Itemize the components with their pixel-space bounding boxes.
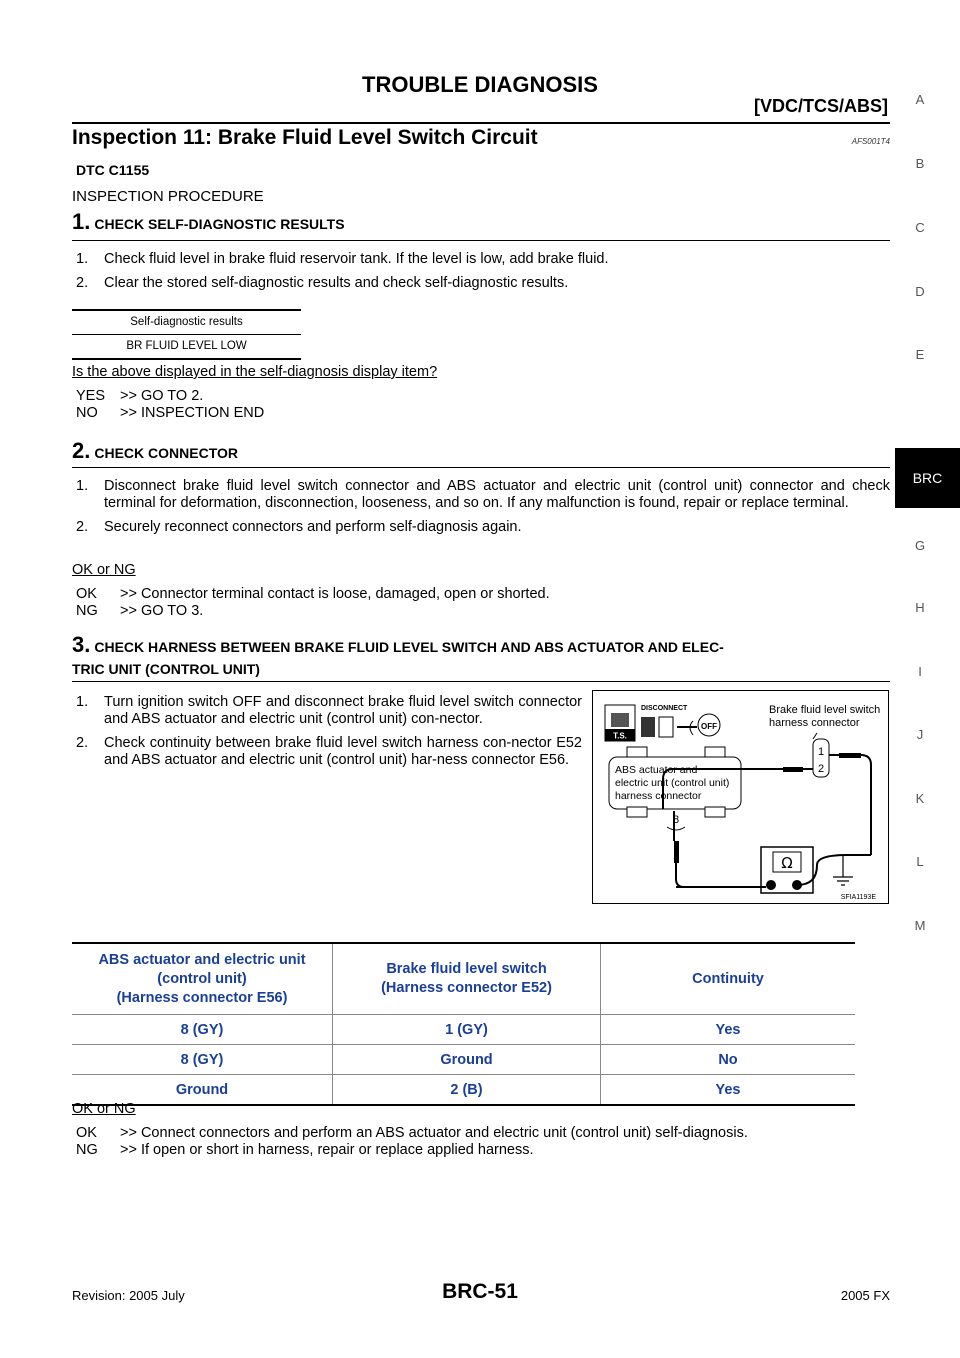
side-index-l[interactable]: L — [916, 854, 924, 869]
answer-yes: YES >> GO TO 2. — [76, 388, 204, 404]
step3-number: 3. — [72, 632, 91, 657]
step3-rule — [72, 681, 890, 682]
side-index-i[interactable]: I — [918, 664, 922, 679]
step2-question: OK or NG — [72, 562, 136, 578]
probe-pin-8 — [674, 841, 679, 863]
step3-title-line1: CHECK HARNESS BETWEEN BRAKE FLUID LEVEL SWITCH AND ABS ACTUATOR AND ELEC- — [94, 639, 724, 655]
step2-number: 2. — [72, 438, 91, 463]
ground-symbol — [833, 855, 853, 885]
side-index-a[interactable]: A — [915, 92, 925, 107]
answer-ok: OK >> Connect connectors and perform an ABS actuator and electric unit (control unit) self-diagnosis. — [76, 1125, 748, 1141]
svg-text:2: 2 — [817, 763, 825, 775]
switch-label-2: harness connector — [769, 717, 860, 729]
step2-rule — [72, 467, 890, 468]
step3-list — [72, 694, 582, 776]
step2-title: CHECK CONNECTOR — [94, 445, 238, 461]
footer-model: 2005 FX — [840, 1288, 890, 1303]
disconnect-icon — [605, 705, 697, 741]
svg-text:ABS actuator and: ABS actuator and — [615, 764, 698, 776]
step1-title: CHECK SELF-DIAGNOSTIC RESULTS — [94, 216, 345, 232]
self-diagnostic-table — [72, 309, 301, 360]
step1-number: 1. — [72, 209, 91, 234]
ignition-off-icon — [690, 714, 720, 736]
list-item: 2. Securely reconnect connectors and perform self-diagnosis again. — [76, 519, 522, 535]
svg-text:DISCONNECT: DISCONNECT — [641, 705, 688, 712]
svg-text:Ω: Ω — [781, 854, 793, 872]
footer-revision: Revision: 2005 July — [72, 1288, 185, 1303]
self-diagnostic-header: Self-diagnostic results — [72, 309, 301, 334]
side-index-k[interactable]: K — [915, 791, 925, 806]
step1-heading — [72, 209, 345, 235]
list-item: 1. Turn ignition switch OFF and disconnect brake fluid level switch connector and ABS actuator and electric unit (control unit) con-nector. — [76, 694, 582, 727]
dtc-code: DTC C1155 — [76, 162, 150, 178]
step1-question: Is the above displayed in the self-diagnosis display item? — [72, 364, 438, 380]
table-row: 8 (GY) 1 (GY) Yes — [72, 1015, 855, 1045]
answer-ng: NG >> If open or short in harness, repair or replace applied harness. — [76, 1142, 534, 1158]
side-index-e[interactable]: E — [915, 347, 925, 362]
switch-label-1: Brake fluid level switch — [769, 704, 881, 716]
answer-no: NO >> INSPECTION END — [76, 405, 265, 421]
section-title: Inspection 11: Brake Fluid Level Switch Circuit — [72, 126, 538, 149]
list-item: 2. Check continuity between brake fluid level switch harness con-nector E52 and ABS actuator and electric unit (control unit) har-ness connector E56. — [76, 735, 582, 768]
side-index-m[interactable]: M — [914, 918, 926, 933]
answer-ng: NG >> GO TO 3. — [76, 603, 204, 619]
step1-list — [72, 251, 890, 299]
ohmmeter — [761, 847, 813, 893]
col-switch-connector: Brake fluid level switch (Harness connector E52) — [333, 943, 601, 1015]
step1-answers — [72, 388, 264, 422]
wiring-figure — [592, 690, 889, 904]
figure-code: SFIA1193E — [840, 894, 876, 901]
side-index-d[interactable]: D — [915, 284, 925, 299]
svg-text:T.S.: T.S. — [613, 731, 627, 741]
step2-heading — [72, 438, 238, 464]
wiring-diagram — [593, 691, 888, 903]
side-index-h[interactable]: H — [915, 600, 925, 615]
list-item: 1. Disconnect brake fluid level switch connector and ABS actuator and electric unit (control unit) connector and check terminal for deformation, disconnection, looseness, and so on. If any malfunction is found, repair or replace terminal. — [76, 478, 890, 511]
abs-connector — [609, 747, 741, 817]
list-item: 1. Check fluid level in brake fluid reservoir tank. If the level is low, add brake fluid. — [76, 251, 609, 267]
header-rule — [72, 122, 890, 124]
col-abs-connector: ABS actuator and electric unit (control unit) (Harness connector E56) — [72, 943, 333, 1015]
svg-text:1: 1 — [817, 746, 825, 758]
step2-list — [72, 478, 890, 543]
svg-text:OFF: OFF — [701, 722, 717, 731]
step2-answers — [72, 586, 550, 620]
table-row: 8 (GY) Ground No — [72, 1045, 855, 1075]
switch-connector — [783, 733, 861, 777]
inspection-procedure-heading: INSPECTION PROCEDURE — [72, 188, 264, 205]
side-index-j[interactable]: J — [916, 727, 924, 742]
pin-8-label: 8 — [672, 814, 680, 826]
list-item: 2. Clear the stored self-diagnostic results and check self-diagnostic results. — [76, 275, 569, 291]
side-index-g[interactable]: G — [914, 538, 926, 553]
side-index-b[interactable]: B — [915, 156, 925, 171]
continuity-table — [72, 942, 855, 1106]
side-index-brc-tab[interactable]: BRC — [895, 448, 960, 508]
answer-ok: OK >> Connector terminal contact is loose, damaged, open or shorted. — [76, 586, 550, 602]
table-row: Ground 2 (B) Yes — [72, 1075, 855, 1106]
page-header-subtitle: [VDC/TCS/ABS] — [754, 96, 888, 116]
step1-rule — [72, 240, 890, 241]
svg-text:harness connector: harness connector — [615, 790, 702, 802]
section-code: AFS001T4 — [851, 137, 890, 146]
footer-page-number: BRC-51 — [442, 1280, 518, 1303]
step3-title-line2: TRIC UNIT (CONTROL UNIT) — [72, 661, 260, 677]
side-index-c[interactable]: C — [915, 220, 925, 235]
svg-text:electric unit (control unit): electric unit (control unit) — [615, 777, 730, 789]
table-header-row — [72, 943, 855, 1015]
step3-heading — [72, 634, 890, 680]
page-header-title: TROUBLE DIAGNOSIS — [362, 72, 598, 97]
col-continuity: Continuity — [601, 943, 856, 1015]
self-diagnostic-value: BR FLUID LEVEL LOW — [72, 334, 301, 360]
step3-question: OK or NG — [72, 1101, 136, 1117]
step3-answers — [72, 1125, 748, 1159]
